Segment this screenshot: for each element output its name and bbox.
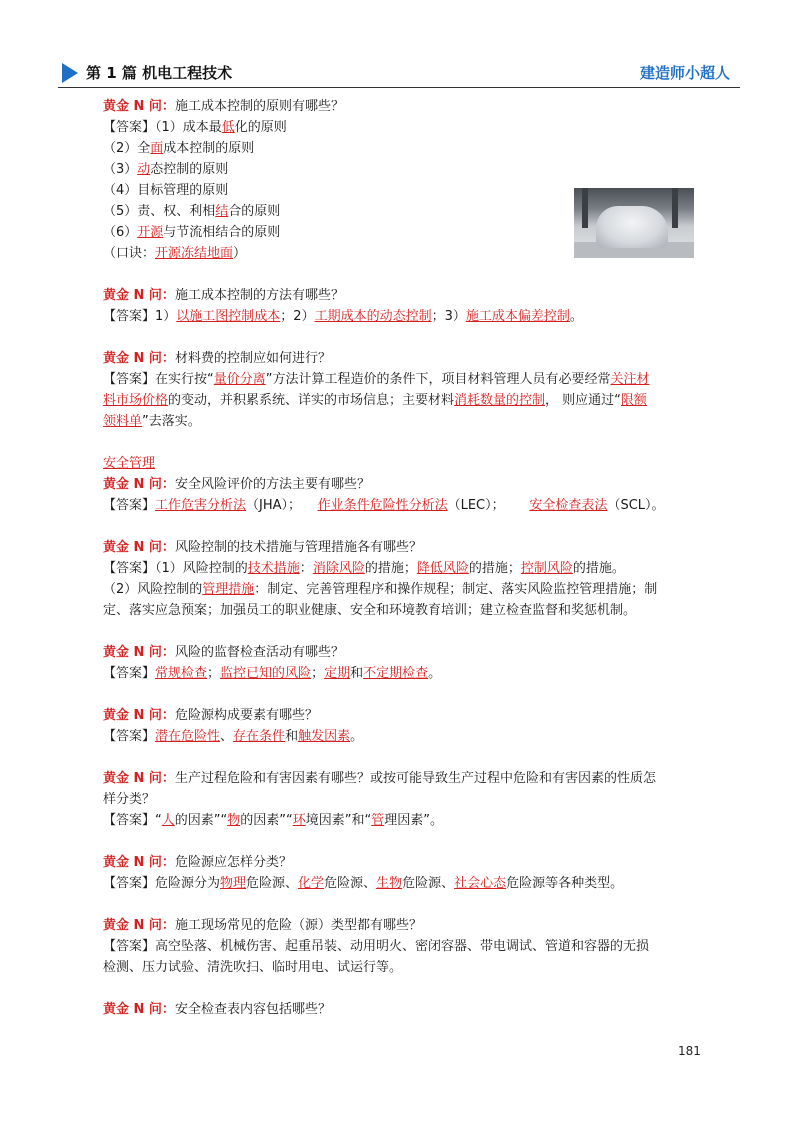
key-term: 技术措施 — [247, 561, 300, 576]
header-rule — [58, 87, 740, 88]
key-term: 生物 — [376, 876, 403, 891]
key-term: 作业条件危险性分析法 — [317, 498, 448, 513]
question-label: 黄金 N 问： — [103, 477, 175, 492]
question-text: 施工成本控制的方法有哪些？ — [174, 288, 344, 303]
chapter-title: 第 1 篇 机电工程技术 — [86, 64, 233, 82]
question — [103, 96, 703, 117]
question — [103, 474, 703, 495]
key-term: 结 — [215, 204, 229, 219]
key-term: 开源 — [137, 225, 164, 240]
answer-line: 【答案】潜在危险性、存在条件和触发因素。 — [103, 729, 364, 744]
answer-line: 【答案】“人的因素”“物的因素”“环境因素”和“管理因素”。 — [103, 813, 444, 828]
question — [103, 852, 703, 873]
mnemonic-line: （口诀：开源冻结地面） — [103, 246, 247, 261]
page-header — [58, 58, 740, 88]
brand-name: 建造师小超人 — [639, 64, 730, 82]
question — [103, 999, 703, 1020]
key-term: 料市场价格 — [103, 393, 169, 408]
question-text: 风险的监督检查活动有哪些？ — [174, 645, 344, 660]
key-term: 潜在危险性 — [155, 729, 221, 744]
answer-line: 【答案】高空坠落、机械伤害、起重吊装、动用明火、密闭容器、带电调试、管道和容器的无损 — [103, 939, 650, 954]
answer-line: 【答案】常规检查；监控已知的风险；定期和不定期检查。 — [103, 666, 442, 681]
question-label: 黄金 N 问： — [103, 918, 175, 933]
answer-line: 【答案】危险源分为物理危险源、化学危险源、生物危险源、社会心态危险源等各种类型。 — [103, 876, 624, 891]
question-label: 黄金 N 问： — [103, 99, 175, 114]
answer-line: （2）风险控制的管理措施：制定、完善管理程序和操作规程；制定、落实风险监控管理措施；制 — [103, 582, 658, 597]
question-text: 危险源构成要素有哪些？ — [174, 708, 318, 723]
key-term: 工作危害分析法 — [155, 498, 247, 513]
question — [103, 348, 703, 369]
key-term: 常规检查 — [155, 666, 208, 681]
key-term: 监控已知的风险 — [220, 666, 312, 681]
key-term: 量价分离 — [213, 372, 266, 387]
page-number: 181 — [678, 1044, 701, 1058]
key-term: 控制风险 — [520, 561, 573, 576]
page-content — [103, 96, 703, 1020]
answer-line: 【答案】（1）成本最低化的原则 — [103, 120, 287, 135]
answer-line: （6）开源与节流相结合的原则 — [103, 225, 281, 240]
key-term: 施工成本偏差控制 — [465, 309, 570, 324]
question-label: 黄金 N 问： — [103, 708, 175, 723]
key-term: 工期成本的动态控制 — [314, 309, 432, 324]
answer-line: （2）全面成本控制的原则 — [103, 141, 255, 156]
answer-line: 检测、压力试验、清洗吹扫、临时用电、试运行等。 — [103, 960, 403, 975]
question — [103, 537, 703, 558]
key-term: 降低风险 — [416, 561, 469, 576]
answer-line: （5）责、权、利相结合的原则 — [103, 204, 281, 219]
key-term: 环 — [292, 813, 306, 828]
key-term: 安全检查表法 — [529, 498, 608, 513]
question-label: 黄金 N 问： — [103, 288, 175, 303]
question-text: 施工现场常见的危险（源）类型都有哪些？ — [174, 918, 422, 933]
key-term: 限额 — [620, 393, 647, 408]
key-term: 物 — [227, 813, 241, 828]
triangle-marker-icon — [62, 63, 78, 83]
answer-line: 【答案】工作危害分析法（JHA）； 作业条件危险性分析法（LEC）； 安全检查表法（SCL）。 — [103, 498, 665, 513]
question-text: 施工成本控制的原则有哪些？ — [174, 99, 344, 114]
key-term: 触发因素 — [298, 729, 351, 744]
question-text: 风险控制的技术措施与管理措施各有哪些？ — [174, 540, 422, 555]
key-term: 低 — [221, 120, 235, 135]
question — [103, 285, 703, 306]
question-label: 黄金 N 问： — [103, 540, 175, 555]
key-term: 消耗数量的控制 — [454, 393, 546, 408]
question-text: 危险源应怎样分类？ — [174, 855, 292, 870]
question-text: 安全检查表内容包括哪些？ — [174, 1002, 331, 1017]
key-term: 存在条件 — [233, 729, 286, 744]
question-label: 黄金 N 问： — [103, 1002, 175, 1017]
question — [103, 642, 703, 663]
key-term: 定期 — [324, 666, 351, 681]
question-text-cont: 样分类？ — [103, 792, 156, 807]
answer-line: （3）动态控制的原则 — [103, 162, 229, 177]
key-term: 物理 — [220, 876, 247, 891]
key-term: 管 — [371, 813, 385, 828]
answer-line: （4）目标管理的原则 — [103, 183, 229, 198]
key-term: 消除风险 — [312, 561, 365, 576]
question — [103, 915, 703, 936]
question-label: 黄金 N 问： — [103, 855, 175, 870]
question-label: 黄金 N 问： — [103, 771, 175, 786]
question-text: 安全风险评价的方法主要有哪些？ — [174, 477, 370, 492]
answer-line: 【答案】在实行按“量价分离”方法计算工程造价的条件下，项目材料管理人员有必要经常关注材 — [103, 372, 650, 387]
answer-line: 【答案】1）以施工图控制成本；2）工期成本的动态控制；3）施工成本偏差控制。 — [103, 309, 583, 324]
answer-line: 【答案】（1）风险控制的技术措施：消除风险的措施；降低风险的措施；控制风险的措施。 — [103, 561, 625, 576]
key-term: 不定期检查 — [363, 666, 429, 681]
key-term: 化学 — [298, 876, 325, 891]
key-term: 领料单 — [103, 414, 143, 429]
question — [103, 768, 703, 789]
answer-line: 定、落实应急预案；加强员工的职业健康、安全和环境教育培训；建立检查监督和奖惩机制。 — [103, 603, 637, 618]
key-term: 动 — [137, 162, 151, 177]
key-term: 社会心态 — [454, 876, 507, 891]
question-text: 材料费的控制应如何进行？ — [174, 351, 331, 366]
key-term: 人 — [161, 813, 175, 828]
answer-line: 领料单”去落实。 — [103, 414, 201, 429]
answer-line: 料市场价格的变动，并积累系统、详实的市场信息；主要材料消耗数量的控制， 则应通过“限额 — [103, 393, 647, 408]
key-term: 面 — [150, 141, 164, 156]
question-label: 黄金 N 问： — [103, 351, 175, 366]
key-term: 管理措施 — [202, 582, 255, 597]
question-label: 黄金 N 问： — [103, 645, 175, 660]
question — [103, 705, 703, 726]
mnemonic: 开源冻结地面 — [155, 246, 234, 261]
key-term: 关注材 — [610, 372, 650, 387]
question-text: 生产过程危险和有害因素有哪些？或按可能导致生产过程中危险和有害因素的性质怎 — [174, 771, 656, 786]
section-heading: 安全管理 — [103, 456, 156, 471]
key-term: 以施工图控制成本 — [176, 309, 281, 324]
